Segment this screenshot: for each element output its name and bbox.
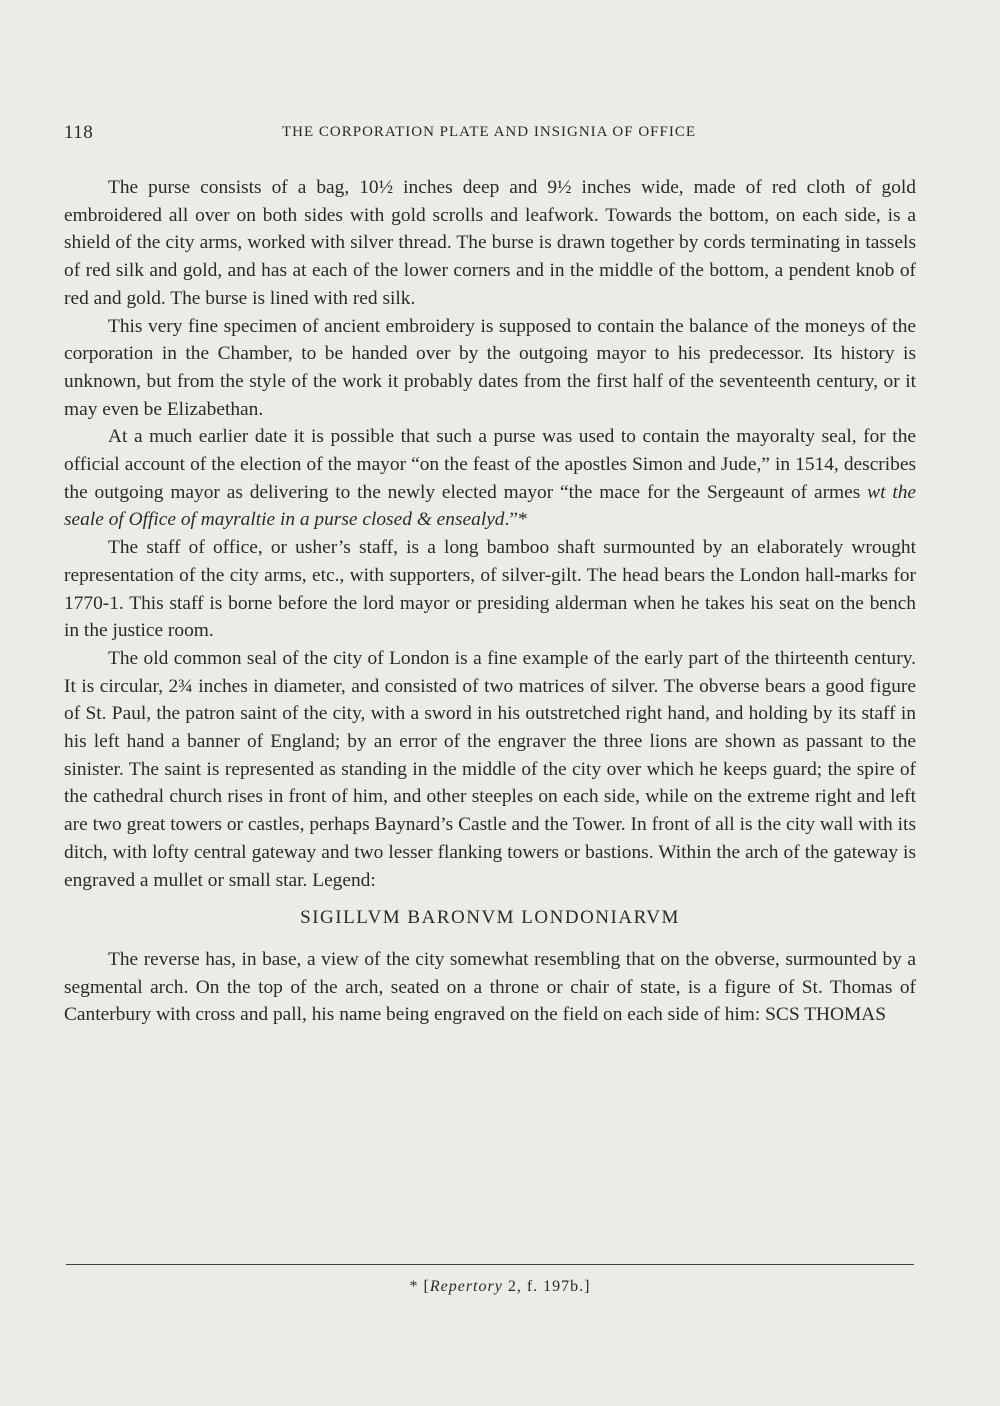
- footnote: [0, 1278, 1000, 1296]
- running-title: THE CORPORATION PLATE AND INSIGNIA OF OFFICE: [281, 124, 697, 140]
- page-header: [64, 122, 914, 148]
- seal-legend: SIGILLVM BARONVM LONDONIARVM: [300, 907, 680, 929]
- page-number: 118: [64, 122, 94, 143]
- footnote-divider: [66, 1264, 914, 1265]
- paragraph-mayoralty-seal-start: At a much earlier date it is possible that such a purse was used to contain the mayoralty seal, for the official account of the election of the mayor “on the feast of the apostles Simon and Jude,” in 1514, describes the outgoing mayor as delivering to the newly elected mayor “the mace for the Sergeaunt of armes: [64, 426, 916, 503]
- paragraph-staff-of-office: The staff of office, or usher’s staff, is a long bamboo shaft surmounted by an elaborately wrought representation of the city arms, etc., with supporters, of silver-gilt. The head bears the London hall-marks for 1770-1. This staff is borne before the lord mayor or presiding alderman when he takes his seat on the bench in the justice room.: [64, 537, 916, 642]
- paragraph-common-seal: The old common seal of the city of London is a fine example of the early part of the thirteenth century. It is circular, 2¾ inches in diameter, and consisted of two matrices of silver. The obverse bears a good figure of St. Paul, the patron saint of the city, with a sword in his outstretched right hand, and holding by its staff in his left hand a banner of England; by an error of the engraver the three lions are shown as passant to the sinister. The saint is represented as standing in the middle of the city over which he keeps guard; the spire of the cathedral church rises in front of him, and other steeples on each side, while on the extreme right and left are two great towers or castles, perhaps Baynard’s Castle and the Tower. In front of all is the city wall with its ditch, with lofty central gateway and two lesser flanking towers or bastions. Within the arch of the gateway is engraved a mullet or small star. Legend:: [64, 647, 916, 891]
- paragraph-purse: The purse consists of a bag, 10½ inches deep and 9½ inches wide, made of red cloth of gold embroidered all over on both sides with gold scrolls and leafwork. Towards the bottom, on each side, is a shield of the city arms, worked with silver thread. The burse is drawn together by cords terminating in tassels of red silk and gold, and has at each of the lower corners and in the middle of the bottom, a pendent knob of red and gold. The burse is lined with red silk.: [64, 177, 916, 309]
- footnote-source: Repertory: [429, 1278, 503, 1295]
- footnote-reference: 2, f. 197b.]: [502, 1278, 591, 1295]
- paragraph-mayoralty-seal-end: .”*: [504, 509, 528, 531]
- paragraph-embroidery: This very fine specimen of ancient embroidery is supposed to contain the balance of the moneys of the corporation in the Chamber, to be handed over by the outgoing mayor to his predecessor. Its history is unknown, but from the style of the work it probably dates from the first half of the seventeenth century, or it may even be Elizabethan.: [64, 315, 916, 420]
- paragraph-mayoralty-seal: [64, 423, 916, 534]
- paragraph-reverse: The reverse has, in base, a view of the city somewhat resembling that on the obverse, surmounted by a segmental arch. On the top of the arch, seated on a throne or chair of state, is a figure of St. Thomas of Canterbury with cross and pall, his name being engraved on the field on each side of him: SCS THOMAS: [64, 948, 916, 1026]
- paragraph-mayoralty-seal-quote: wt the seale of Office of mayraltie in a purse closed & ensealyd: [64, 481, 917, 531]
- body-text: [64, 174, 916, 1029]
- footnote-marker: * [: [409, 1278, 430, 1295]
